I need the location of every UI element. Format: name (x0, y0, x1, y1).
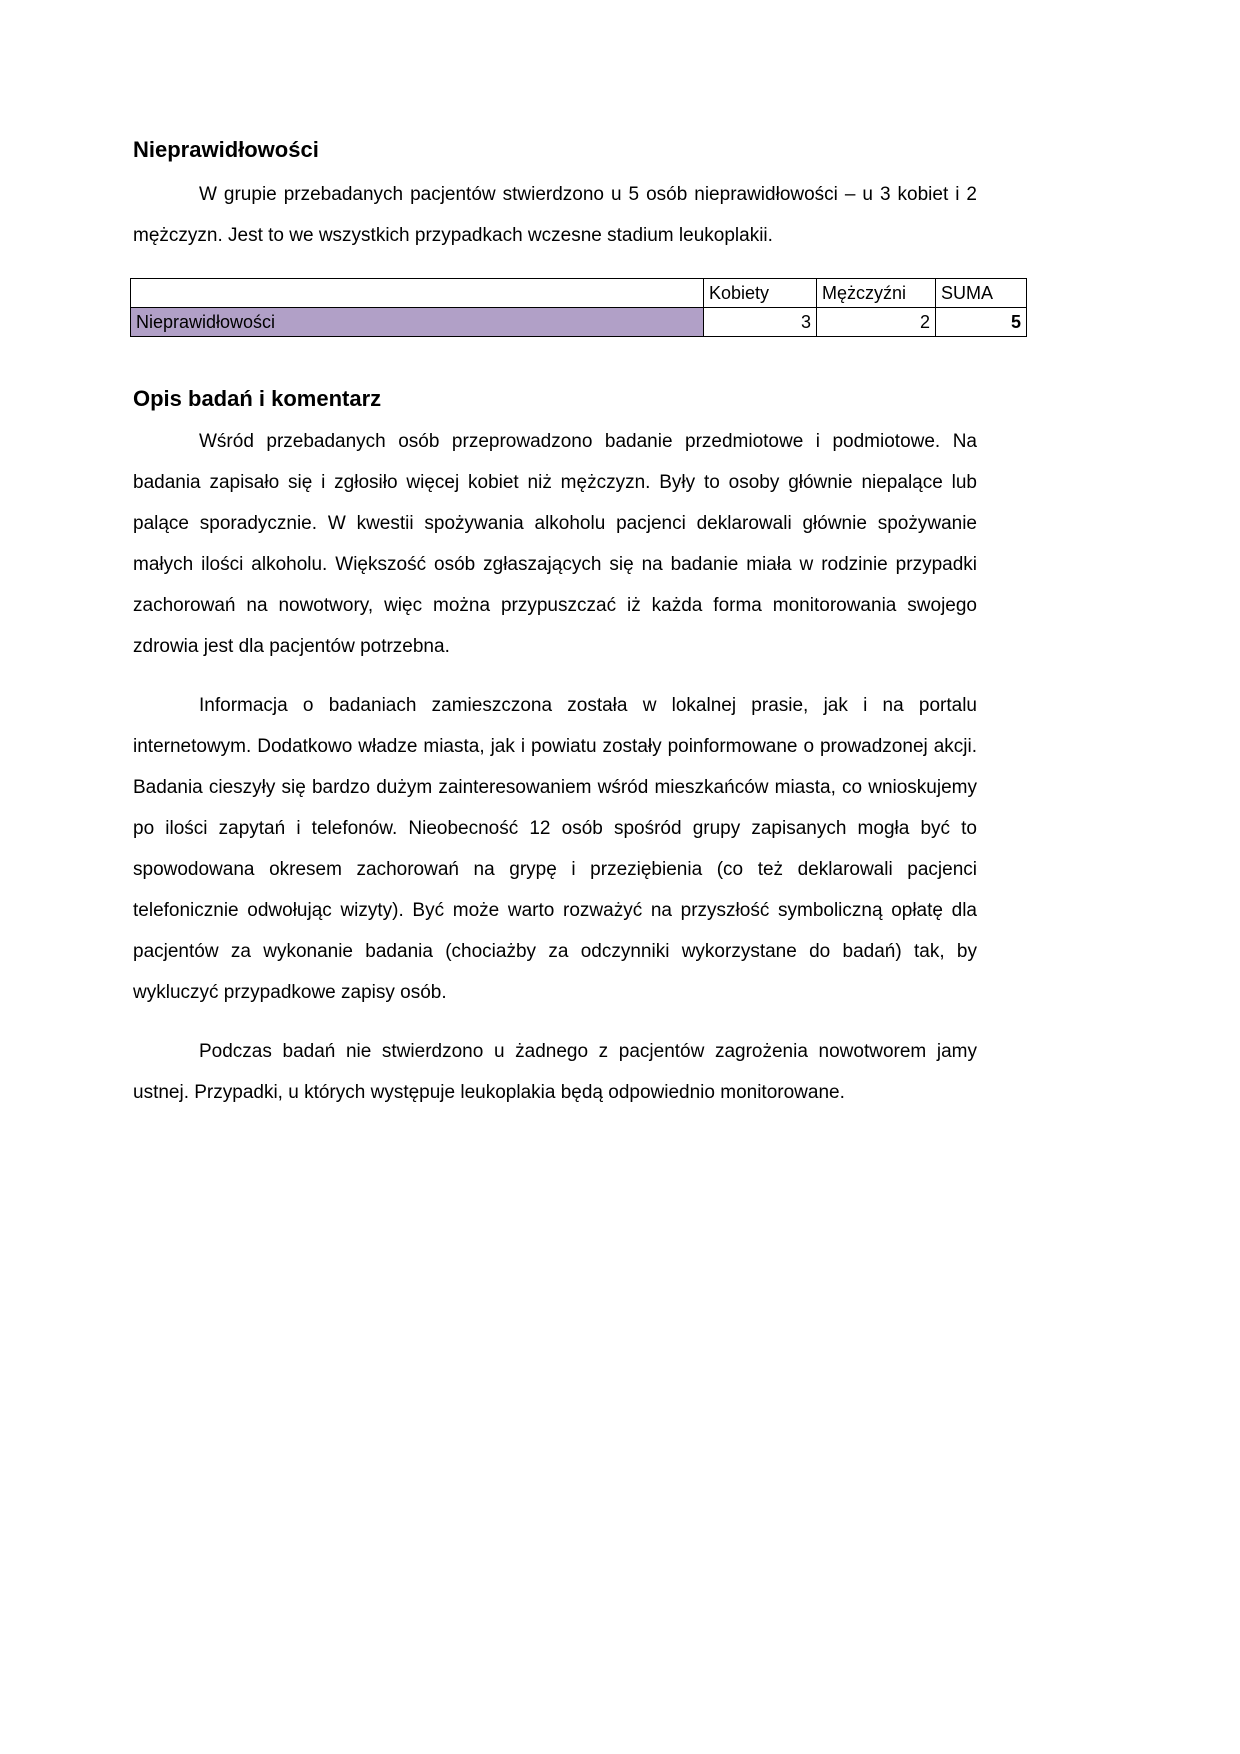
description-paragraph-3: Podczas badań nie stwierdzono u żadnego z pacjentów zagrożenia nowotworem jamy ustnej. Przypadki, u których występuje leukoplakia będą odpowiednio monitorowane. (133, 1041, 977, 1103)
abnormalities-paragraph: W grupie przebadanych pacjentów stwierdzono u 5 osób nieprawidłowości – u 3 kobiet i 2 mężczyzn. Jest to we wszystkich przypadkach wczesne stadium leukoplakii. (133, 184, 977, 246)
table-header-total: SUMA (936, 279, 1027, 308)
abnormalities-table (130, 278, 1027, 337)
table-header-empty-cell (131, 279, 704, 308)
description-paragraph-2: Informacja o badaniach zamieszczona została w lokalnej prasie, jak i na portalu internetowym. Dodatkowo władze miasta, jak i powiatu zostały poinformowane o prowadzonej akcji. Badania cieszyły się bardzo dużym zainteresowaniem wśród mieszkańców miasta, co wnioskujemy po ilości zapytań i telefonów. Nieobecność 12 osób spośród grupy zapisanych mogła być to spowodowana okresem zachorowań na grypę i przeziębienia (co też deklarowali pacjenci telefonicznie odwołując wizyty). Być może warto rozważyć na przyszłość symboliczną opłatę dla pacjentów za wykonanie badania (chociażby za odczynniki wykorzystane do badań) tak, by wykluczyć przypadkowe zapisy osób. (133, 695, 977, 1003)
section-heading-abnormalities: Nieprawidłowości (133, 137, 319, 162)
abnormalities-table-wrapper (130, 278, 1026, 337)
table-row-label: Nieprawidłowości (131, 308, 704, 337)
table-cell-women: 3 (704, 308, 817, 337)
description-paragraph-1: Wśród przebadanych osób przeprowadzono badanie przedmiotowe i podmiotowe. Na badania zapisało się i zgłosiło więcej kobiet niż mężczyzn. Były to osoby głównie niepalące lub palące sporadycznie. W kwestii spożywania alkoholu pacjenci deklarowali głównie spożywanie małych ilości alkoholu. Większość osób zgłaszających się na badanie miała w rodzinie przypadki zachorowań na nowotwory, więc można przypuszczać iż każda forma monitorowania swojego zdrowia jest dla pacjentów potrzebna. (133, 431, 977, 657)
table-cell-total: 5 (936, 308, 1027, 337)
table-header-women: Kobiety (704, 279, 817, 308)
page-content (133, 120, 1021, 1113)
table-header-men: Mężczyźni (817, 279, 936, 308)
table-row (131, 308, 1027, 337)
section-heading-description: Opis badań i komentarz (133, 386, 382, 411)
table-cell-men: 2 (817, 308, 936, 337)
table-header-row (131, 279, 1027, 308)
